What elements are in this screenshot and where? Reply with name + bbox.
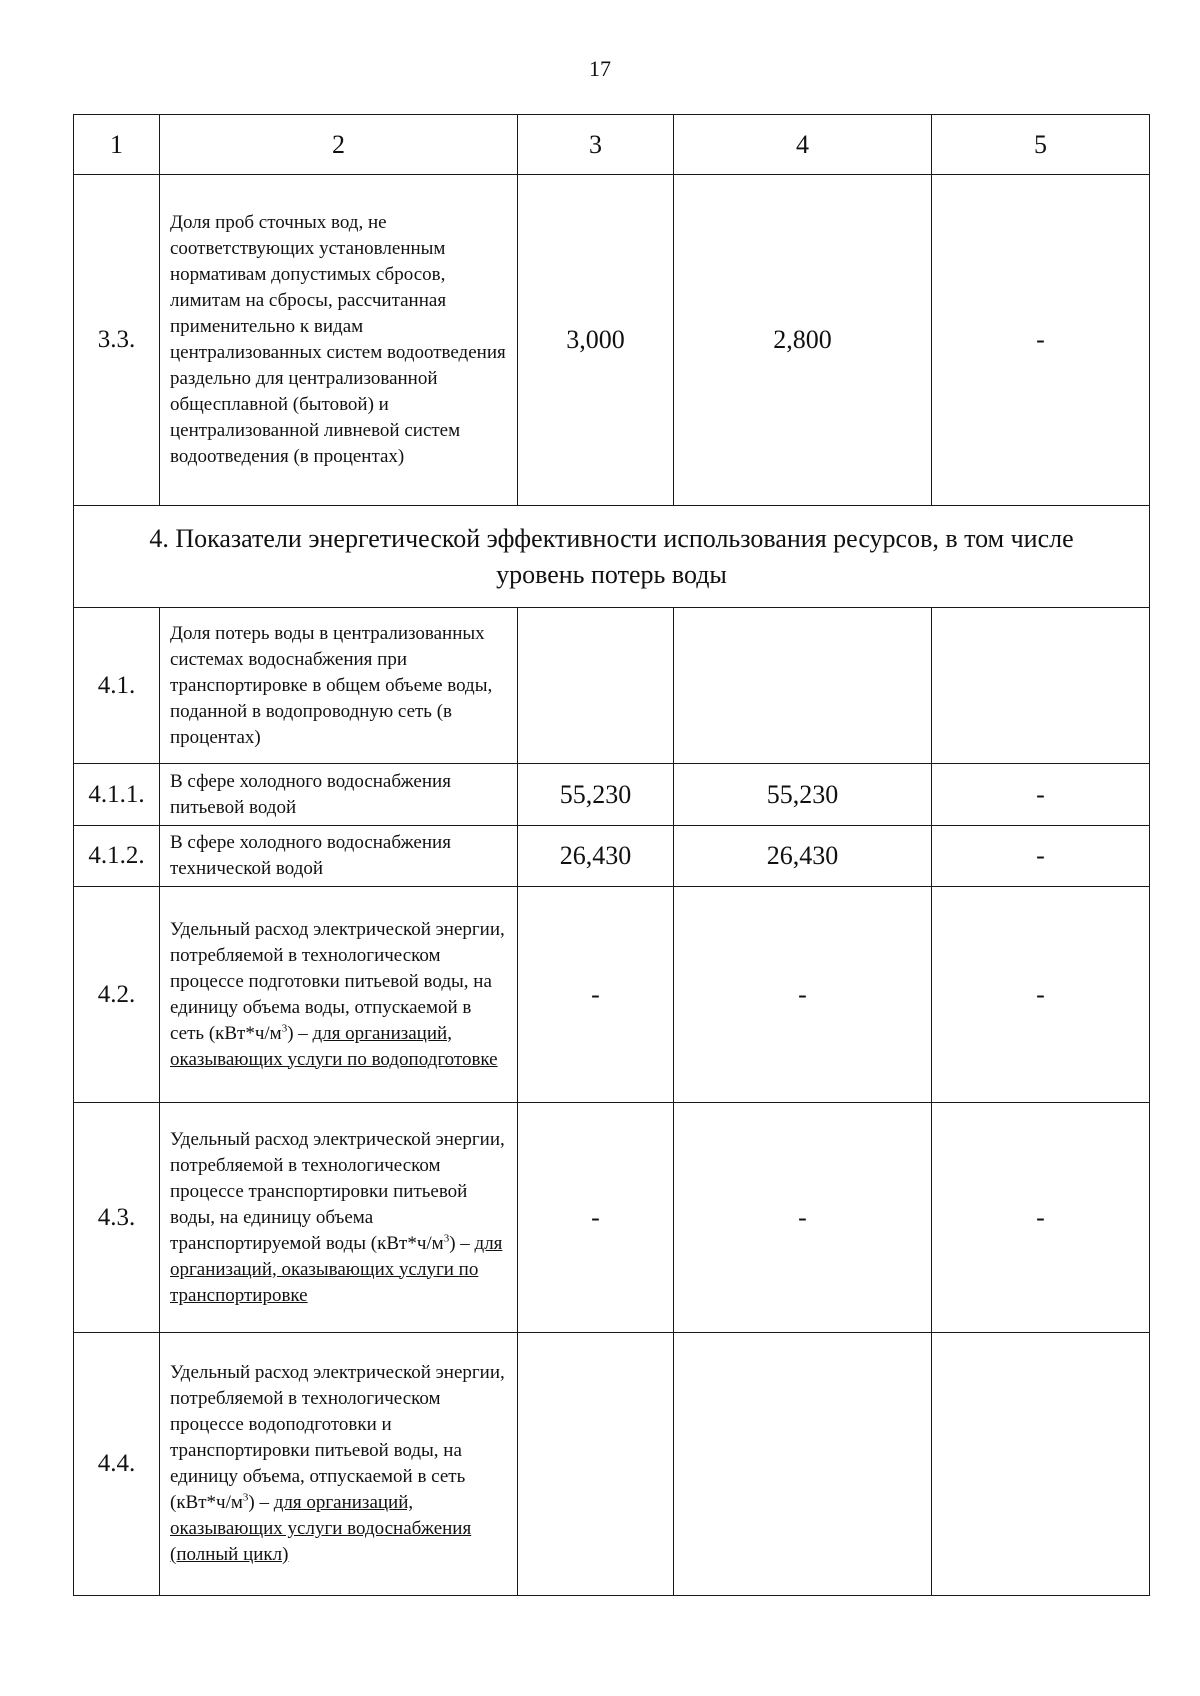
value-col4: 26,430 — [674, 826, 932, 887]
value-col3 — [518, 1333, 674, 1596]
column-header-3: 3 — [518, 115, 674, 175]
table-row-4-1 — [74, 608, 1150, 764]
row-description — [160, 1333, 518, 1596]
column-header-1: 1 — [74, 115, 160, 175]
row-description: В сфере холодного водоснабжения технической водой — [160, 826, 518, 887]
description-underlined: для организаций, оказывающих услуги по водоподготовке — [170, 1022, 498, 1070]
row-number: 4.1.2. — [74, 826, 160, 887]
value-col4: - — [674, 1103, 932, 1333]
table-row-4-4 — [74, 1333, 1150, 1596]
row-number: 3.3. — [74, 175, 160, 506]
value-col5 — [932, 608, 1150, 764]
superscript: 3 — [242, 1491, 249, 1504]
table-row-4-1-1 — [74, 764, 1150, 826]
row-description: Доля проб сточных вод, не соответствующих установленным нормативам допустимых сбросов, лимитам на сбросы, рассчитанная применительно к видам централизованных систем водоотведения раздельно для централизованной общесплавной (бытовой) и централизованной ливневой систем водоотведения (в процентах) — [160, 175, 518, 506]
column-header-4: 4 — [674, 115, 932, 175]
row-number: 4.4. — [74, 1333, 160, 1596]
value-col4: 55,230 — [674, 764, 932, 826]
value-col3 — [518, 608, 674, 764]
description-dash: ) – — [287, 1022, 313, 1044]
description-dash: ) – — [248, 1492, 274, 1513]
row-number: 4.1. — [74, 608, 160, 764]
row-number: 4.1.1. — [74, 764, 160, 826]
row-number: 4.2. — [74, 887, 160, 1103]
value-col4: - — [674, 887, 932, 1103]
section-title: 4. Показатели энергетической эффективности использования ресурсов, в том числе уровень потерь воды — [74, 506, 1150, 608]
value-col5 — [932, 1333, 1150, 1596]
table-row-3-3 — [74, 175, 1150, 506]
value-col5: - — [932, 826, 1150, 887]
table-row-4-1-2 — [74, 826, 1150, 887]
page-number: 17 — [589, 56, 611, 81]
value-col5: - — [932, 887, 1150, 1103]
value-col3: - — [518, 887, 674, 1103]
row-description — [160, 887, 518, 1103]
row-description — [160, 1103, 518, 1333]
description-text: Удельный расход электрической энергии, потребляемой в технологическом процессе водоподготовки и транспортировки питьевой воды, на единицу объема, отпускаемой в сеть (кВт*ч/м — [170, 1362, 505, 1513]
description-underlined: для организаций, оказывающих услуги водоснабжения (полный цикл) — [170, 1492, 472, 1565]
row-description: В сфере холодного водоснабжения питьевой водой — [160, 764, 518, 826]
value-col4 — [674, 1333, 932, 1596]
value-col4 — [674, 608, 932, 764]
value-col5: - — [932, 1103, 1150, 1333]
superscript: 3 — [281, 1022, 288, 1035]
value-col3: 26,430 — [518, 826, 674, 887]
value-col5: - — [932, 764, 1150, 826]
value-col3: 3,000 — [518, 175, 674, 506]
table-row-4-2 — [74, 887, 1150, 1103]
superscript: 3 — [443, 1232, 450, 1245]
description-text: Удельный расход электрической энергии, потребляемой в технологическом процессе подготовки питьевой воды, на единицу объема воды, отпускаемой в сеть (кВт*ч/м — [170, 918, 505, 1044]
column-header-2: 2 — [160, 115, 518, 175]
value-col4: 2,800 — [674, 175, 932, 506]
row-number: 4.3. — [74, 1103, 160, 1333]
column-header-5: 5 — [932, 115, 1150, 175]
description-dash: ) – — [449, 1232, 475, 1254]
value-col3: - — [518, 1103, 674, 1333]
value-col5: - — [932, 175, 1150, 506]
table-row-4-3 — [74, 1103, 1150, 1333]
value-col3: 55,230 — [518, 764, 674, 826]
description-underlined: для организаций, оказывающих услуги по транспортировке — [170, 1232, 503, 1306]
description-text: Удельный расход электрической энергии, потребляемой в технологическом процессе транспортировки питьевой воды, на единицу объема транспортируемой воды (кВт*ч/м — [170, 1128, 505, 1254]
indicators-table — [73, 114, 1150, 1596]
section-4-header-row — [74, 506, 1150, 608]
row-description: Доля потерь воды в централизованных системах водоснабжения при транспортировке в общем объеме воды, поданной в водопроводную сеть (в процентах) — [160, 608, 518, 764]
header-row — [74, 115, 1150, 175]
